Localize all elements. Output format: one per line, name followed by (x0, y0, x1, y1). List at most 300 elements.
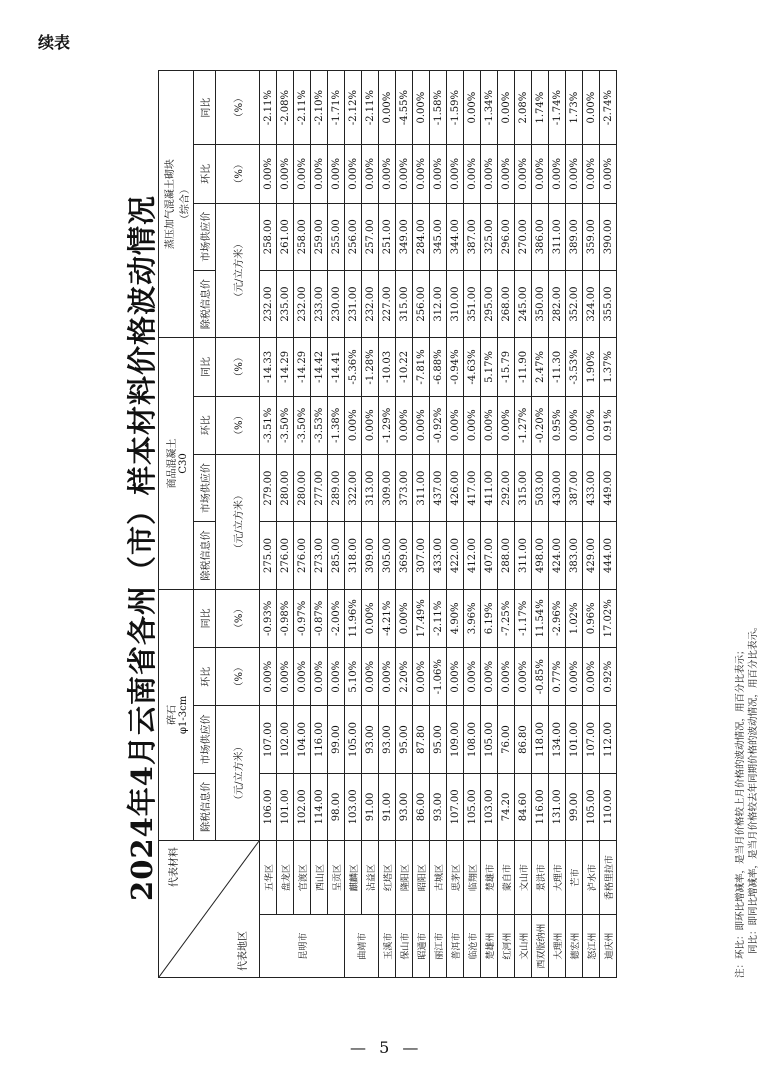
value-cell: 0.00% (362, 145, 379, 203)
value-cell: 0.00% (583, 396, 600, 454)
city-cell: 迪庆州 (600, 915, 617, 978)
value-cell: 118.00 (532, 706, 549, 773)
value-cell: 0.00% (260, 648, 277, 706)
corner-region-label: 代表地区 (238, 931, 249, 971)
col-header-market-price: 市场供应价 (194, 706, 216, 773)
value-cell: 324.00 (583, 270, 600, 337)
value-cell: 270.00 (515, 203, 532, 270)
value-cell: 0.00% (328, 648, 345, 706)
table-row (481, 71, 498, 978)
value-cell: 0.00% (583, 648, 600, 706)
value-cell: -3.50% (277, 396, 294, 454)
value-cell: 99.00 (328, 706, 345, 773)
value-cell: 101.00 (277, 773, 294, 840)
value-cell: -0.93% (260, 589, 277, 647)
material-header-block: 蒸压加气混凝土砌块 （综合） (159, 71, 194, 338)
value-cell: 114.00 (311, 773, 328, 840)
value-cell: 0.00% (566, 145, 583, 203)
col-header-pct: （%） (216, 145, 260, 203)
col-header-unit: （元/立方米） (216, 454, 260, 589)
value-cell: -0.87% (311, 589, 328, 647)
table-row (294, 71, 311, 978)
value-cell: 0.00% (600, 145, 617, 203)
table-row (328, 71, 345, 978)
value-cell: 433.00 (583, 454, 600, 521)
table-corner-cell (159, 841, 260, 978)
col-header-yoy: 同比 (194, 338, 216, 396)
city-cell: 普洱市 (447, 915, 464, 978)
value-cell: -4.63% (464, 338, 481, 396)
table-row (600, 71, 617, 978)
value-cell: 106.00 (260, 773, 277, 840)
value-cell: 295.00 (481, 270, 498, 337)
city-cell: 玉溪市 (379, 915, 396, 978)
value-cell: 0.96% (583, 589, 600, 647)
value-cell: 3.96% (464, 589, 481, 647)
value-cell: 0.00% (583, 71, 600, 145)
value-cell: 407.00 (481, 522, 498, 589)
value-cell: 0.00% (379, 145, 396, 203)
value-cell: 109.00 (447, 706, 464, 773)
value-cell: 0.00% (566, 648, 583, 706)
value-cell: 0.00% (481, 145, 498, 203)
city-cell: 大理州 (549, 915, 566, 978)
value-cell: 261.00 (277, 203, 294, 270)
city-cell: 昭通市 (413, 915, 430, 978)
col-header-yoy: 同比 (194, 71, 216, 145)
value-cell: 389.00 (566, 203, 583, 270)
value-cell: 0.00% (498, 648, 515, 706)
value-cell: 289.00 (328, 454, 345, 521)
value-cell: 0.00% (396, 145, 413, 203)
col-header-mom: 环比 (194, 648, 216, 706)
value-cell: 412.00 (464, 522, 481, 589)
district-cell: 昭阳区 (413, 841, 430, 915)
district-cell: 楚雄市 (481, 841, 498, 915)
city-cell: 丽江市 (430, 915, 447, 978)
value-cell: 231.00 (345, 270, 362, 337)
value-cell: -0.98% (277, 589, 294, 647)
table-row (515, 71, 532, 978)
value-cell: 276.00 (294, 522, 311, 589)
value-cell: 134.00 (549, 706, 566, 773)
continued-label: 续表 (38, 33, 71, 52)
value-cell: 411.00 (481, 454, 498, 521)
value-cell: 444.00 (600, 522, 617, 589)
value-cell: 86.80 (515, 706, 532, 773)
value-cell: -0.85% (532, 648, 549, 706)
district-cell: 泸水市 (583, 841, 600, 915)
value-cell: 386.00 (532, 203, 549, 270)
table-row (277, 71, 294, 978)
table-row (345, 71, 362, 978)
col-header-mom: 环比 (194, 145, 216, 203)
value-cell: 0.00% (277, 648, 294, 706)
value-cell: -1.74% (549, 71, 566, 145)
value-cell: -7.25% (498, 589, 515, 647)
value-cell: -1.17% (515, 589, 532, 647)
value-cell: 0.00% (481, 396, 498, 454)
city-cell: 昆明市 (260, 915, 345, 978)
value-cell: 1.74% (532, 71, 549, 145)
value-cell: 0.00% (396, 589, 413, 647)
value-cell: -3.53% (566, 338, 583, 396)
value-cell: 0.00% (464, 145, 481, 203)
value-cell: 325.00 (481, 203, 498, 270)
value-cell: 232.00 (260, 270, 277, 337)
value-cell: -14.42 (311, 338, 328, 396)
value-cell: 311.00 (515, 522, 532, 589)
col-header-pct: （%） (216, 71, 260, 145)
district-cell: 隆阳区 (396, 841, 413, 915)
district-cell: 麒麟区 (345, 841, 362, 915)
col-header-mom: 环比 (194, 396, 216, 454)
city-cell: 文山州 (515, 915, 532, 978)
col-header-pct: （%） (216, 396, 260, 454)
value-cell: -14.33 (260, 338, 277, 396)
value-cell: -1.38% (328, 396, 345, 454)
district-cell: 呈贡区 (328, 841, 345, 915)
col-header-pct: （%） (216, 648, 260, 706)
value-cell: 307.00 (413, 522, 430, 589)
value-cell: 292.00 (498, 454, 515, 521)
value-cell: 310.00 (447, 270, 464, 337)
value-cell: -1.27% (515, 396, 532, 454)
table-row (396, 71, 413, 978)
value-cell: 0.00% (481, 648, 498, 706)
value-cell: 279.00 (260, 454, 277, 521)
value-cell: 87.80 (413, 706, 430, 773)
col-header-market-price: 市场供应价 (194, 203, 216, 270)
value-cell: 74.20 (498, 773, 515, 840)
value-cell: 282.00 (549, 270, 566, 337)
col-header-tax-price: 除税信息价 (194, 773, 216, 840)
city-cell: 西双版纳州 (532, 915, 549, 978)
value-cell: 275.00 (260, 522, 277, 589)
value-cell: -2.74% (600, 71, 617, 145)
value-cell: 0.00% (498, 145, 515, 203)
value-cell: 107.00 (260, 706, 277, 773)
value-cell: 107.00 (447, 773, 464, 840)
value-cell: -2.10% (311, 71, 328, 145)
value-cell: 387.00 (566, 454, 583, 521)
value-cell: 0.00% (447, 145, 464, 203)
value-cell: 0.95% (549, 396, 566, 454)
value-cell: 258.00 (260, 203, 277, 270)
value-cell: 503.00 (532, 454, 549, 521)
value-cell: 359.00 (583, 203, 600, 270)
value-cell: 105.00 (583, 773, 600, 840)
value-cell: 0.00% (277, 145, 294, 203)
value-cell: 429.00 (583, 522, 600, 589)
col-header-yoy: 同比 (194, 589, 216, 647)
table-notes (734, 621, 760, 978)
district-cell: 芒市 (566, 841, 583, 915)
district-cell: 古城区 (430, 841, 447, 915)
value-cell: 0.00% (345, 396, 362, 454)
value-cell: -0.92% (430, 396, 447, 454)
value-cell: 93.00 (396, 773, 413, 840)
value-cell: 112.00 (600, 706, 617, 773)
col-header-unit: （元/立方米） (216, 203, 260, 338)
value-cell: 355.00 (600, 270, 617, 337)
value-cell: 0.77% (549, 648, 566, 706)
value-cell: 273.00 (311, 522, 328, 589)
value-cell: 259.00 (311, 203, 328, 270)
value-cell: 91.00 (379, 773, 396, 840)
table-row (583, 71, 600, 978)
value-cell: 417.00 (464, 454, 481, 521)
value-cell: 0.00% (566, 396, 583, 454)
city-cell: 红河州 (498, 915, 515, 978)
value-cell: -2.00% (328, 589, 345, 647)
value-cell: 93.00 (379, 706, 396, 773)
value-cell: 345.00 (430, 203, 447, 270)
value-cell: 280.00 (294, 454, 311, 521)
value-cell: 98.00 (328, 773, 345, 840)
city-cell: 临沧市 (464, 915, 481, 978)
value-cell: 285.00 (328, 522, 345, 589)
value-cell: 0.00% (379, 71, 396, 145)
value-cell: 0.00% (362, 396, 379, 454)
value-cell: 6.19% (481, 589, 498, 647)
value-cell: 0.00% (413, 145, 430, 203)
value-cell: 369.00 (396, 522, 413, 589)
value-cell: -15.79 (498, 338, 515, 396)
table-row (379, 71, 396, 978)
value-cell: -1.59% (447, 71, 464, 145)
value-cell: -10.03 (379, 338, 396, 396)
value-cell: 390.00 (600, 203, 617, 270)
value-cell: 104.00 (294, 706, 311, 773)
value-cell: 116.00 (532, 773, 549, 840)
value-cell: 93.00 (362, 706, 379, 773)
value-cell: -14.29 (277, 338, 294, 396)
district-cell: 沾益区 (362, 841, 379, 915)
city-cell: 德宏州 (566, 915, 583, 978)
district-cell: 思茅区 (447, 841, 464, 915)
value-cell: 422.00 (447, 522, 464, 589)
value-cell: 0.00% (362, 589, 379, 647)
value-cell: 91.00 (362, 773, 379, 840)
value-cell: 233.00 (311, 270, 328, 337)
table-row (413, 71, 430, 978)
value-cell: 309.00 (379, 454, 396, 521)
value-cell: 105.00 (464, 773, 481, 840)
value-cell: -2.11% (362, 71, 379, 145)
city-cell: 保山市 (396, 915, 413, 978)
district-cell: 官渡区 (294, 841, 311, 915)
value-cell: 2.47% (532, 338, 549, 396)
value-cell: 0.00% (498, 396, 515, 454)
city-cell: 曲靖市 (345, 915, 379, 978)
value-cell: 232.00 (294, 270, 311, 337)
table-row (566, 71, 583, 978)
table-row (532, 71, 549, 978)
value-cell: -0.20% (532, 396, 549, 454)
value-cell: 227.00 (379, 270, 396, 337)
value-cell: 373.00 (396, 454, 413, 521)
value-cell: -1.06% (430, 648, 447, 706)
material-header-concrete: 商品混凝土 C30 (159, 338, 194, 589)
value-cell: -10.22 (396, 338, 413, 396)
value-cell: 0.00% (464, 71, 481, 145)
value-cell: 0.00% (515, 648, 532, 706)
value-cell: 116.00 (311, 706, 328, 773)
value-cell: 0.00% (464, 396, 481, 454)
value-cell: 95.00 (396, 706, 413, 773)
page-title: 2024年4月云南省各州（市）样本材料价格波动情况 (125, 195, 159, 901)
district-cell: 盘龙区 (277, 841, 294, 915)
value-cell: 1.73% (566, 71, 583, 145)
value-cell: -1.28% (362, 338, 379, 396)
value-cell: -1.29% (379, 396, 396, 454)
value-cell: 0.00% (464, 648, 481, 706)
value-cell: 4.90% (447, 589, 464, 647)
value-cell: 0.00% (379, 648, 396, 706)
value-cell: -11.30 (549, 338, 566, 396)
value-cell: 1.37% (600, 338, 617, 396)
value-cell: 351.00 (464, 270, 481, 337)
district-cell: 香格里拉市 (600, 841, 617, 915)
value-cell: 0.00% (413, 71, 430, 145)
value-cell: 0.00% (430, 145, 447, 203)
district-cell: 蒙自市 (498, 841, 515, 915)
value-cell: 0.00% (260, 145, 277, 203)
col-header-tax-price: 除税信息价 (194, 270, 216, 337)
value-cell: 103.00 (345, 773, 362, 840)
value-cell: 387.00 (464, 203, 481, 270)
value-cell: 258.00 (294, 203, 311, 270)
value-cell: 313.00 (362, 454, 379, 521)
table-row (464, 71, 481, 978)
district-cell: 五华区 (260, 841, 277, 915)
value-cell: 0.00% (396, 396, 413, 454)
note-mom: 注：环比：即环比增减率，是当月价格较上月价格的波动情况，用百分比表示； (735, 645, 746, 978)
value-cell: -5.36% (345, 338, 362, 396)
value-cell: 0.00% (532, 145, 549, 203)
value-cell: 284.00 (413, 203, 430, 270)
value-cell: -3.50% (294, 396, 311, 454)
value-cell: 102.00 (294, 773, 311, 840)
value-cell: 0.00% (549, 145, 566, 203)
value-cell: 0.00% (515, 145, 532, 203)
value-cell: 232.00 (362, 270, 379, 337)
value-cell: -2.11% (294, 71, 311, 145)
value-cell: 99.00 (566, 773, 583, 840)
col-header-pct: （%） (216, 338, 260, 396)
table-row (362, 71, 379, 978)
col-header-unit: （元/立方米） (216, 706, 260, 841)
district-cell: 文山市 (515, 841, 532, 915)
value-cell: 350.00 (532, 270, 549, 337)
value-cell: -14.29 (294, 338, 311, 396)
value-cell: 245.00 (515, 270, 532, 337)
col-header-tax-price: 除税信息价 (194, 522, 216, 589)
value-cell: 0.92% (600, 648, 617, 706)
value-cell: 0.00% (413, 396, 430, 454)
value-cell: -2.11% (430, 589, 447, 647)
value-cell: 322.00 (345, 454, 362, 521)
rotated-page (120, 68, 760, 1028)
value-cell: 102.00 (277, 706, 294, 773)
value-cell: 5.10% (345, 648, 362, 706)
value-cell: -3.53% (311, 396, 328, 454)
value-cell: 311.00 (549, 203, 566, 270)
value-cell: 0.00% (345, 145, 362, 203)
value-cell: -1.71% (328, 71, 345, 145)
value-cell: 0.00% (294, 648, 311, 706)
value-cell: 311.00 (413, 454, 430, 521)
value-cell: 426.00 (447, 454, 464, 521)
value-cell: 0.00% (328, 145, 345, 203)
value-cell: 296.00 (498, 203, 515, 270)
district-cell: 景洪市 (532, 841, 549, 915)
value-cell: 0.00% (311, 648, 328, 706)
value-cell: 344.00 (447, 203, 464, 270)
table-row (430, 71, 447, 978)
corner-material-label: 代表材料 (169, 847, 180, 888)
value-cell: 288.00 (498, 522, 515, 589)
value-cell: 2.20% (396, 648, 413, 706)
city-cell: 楚雄州 (481, 915, 498, 978)
value-cell: 5.17% (481, 338, 498, 396)
table-row (260, 71, 277, 978)
value-cell: -2.12% (345, 71, 362, 145)
price-table (158, 70, 617, 978)
value-cell: -3.51% (260, 396, 277, 454)
value-cell: 86.00 (413, 773, 430, 840)
value-cell: 383.00 (566, 522, 583, 589)
value-cell: 2.08% (515, 71, 532, 145)
table-row (549, 71, 566, 978)
value-cell: 280.00 (277, 454, 294, 521)
value-cell: 498.00 (532, 522, 549, 589)
value-cell: 424.00 (549, 522, 566, 589)
value-cell: -0.97% (294, 589, 311, 647)
value-cell: -2.96% (549, 589, 566, 647)
value-cell: 315.00 (515, 454, 532, 521)
table-row (311, 71, 328, 978)
value-cell: 0.00% (294, 145, 311, 203)
district-cell: 红塔区 (379, 841, 396, 915)
value-cell: 449.00 (600, 454, 617, 521)
value-cell: 0.00% (413, 648, 430, 706)
value-cell: 11.96% (345, 589, 362, 647)
value-cell: 318.00 (345, 522, 362, 589)
value-cell: 309.00 (362, 522, 379, 589)
value-cell: 312.00 (430, 270, 447, 337)
value-cell: 437.00 (430, 454, 447, 521)
value-cell: 0.00% (447, 396, 464, 454)
value-cell: 93.00 (430, 773, 447, 840)
value-cell: 352.00 (566, 270, 583, 337)
value-cell: 251.00 (379, 203, 396, 270)
value-cell: -1.34% (481, 71, 498, 145)
col-header-market-price: 市场供应价 (194, 454, 216, 521)
value-cell: 305.00 (379, 522, 396, 589)
value-cell: 230.00 (328, 270, 345, 337)
value-cell: 268.00 (498, 270, 515, 337)
table-row (498, 71, 515, 978)
value-cell: 257.00 (362, 203, 379, 270)
district-cell: 大理市 (549, 841, 566, 915)
value-cell: -11.90 (515, 338, 532, 396)
value-cell: 1.90% (583, 338, 600, 396)
value-cell: 349.00 (396, 203, 413, 270)
value-cell: 0.00% (447, 648, 464, 706)
value-cell: 430.00 (549, 454, 566, 521)
